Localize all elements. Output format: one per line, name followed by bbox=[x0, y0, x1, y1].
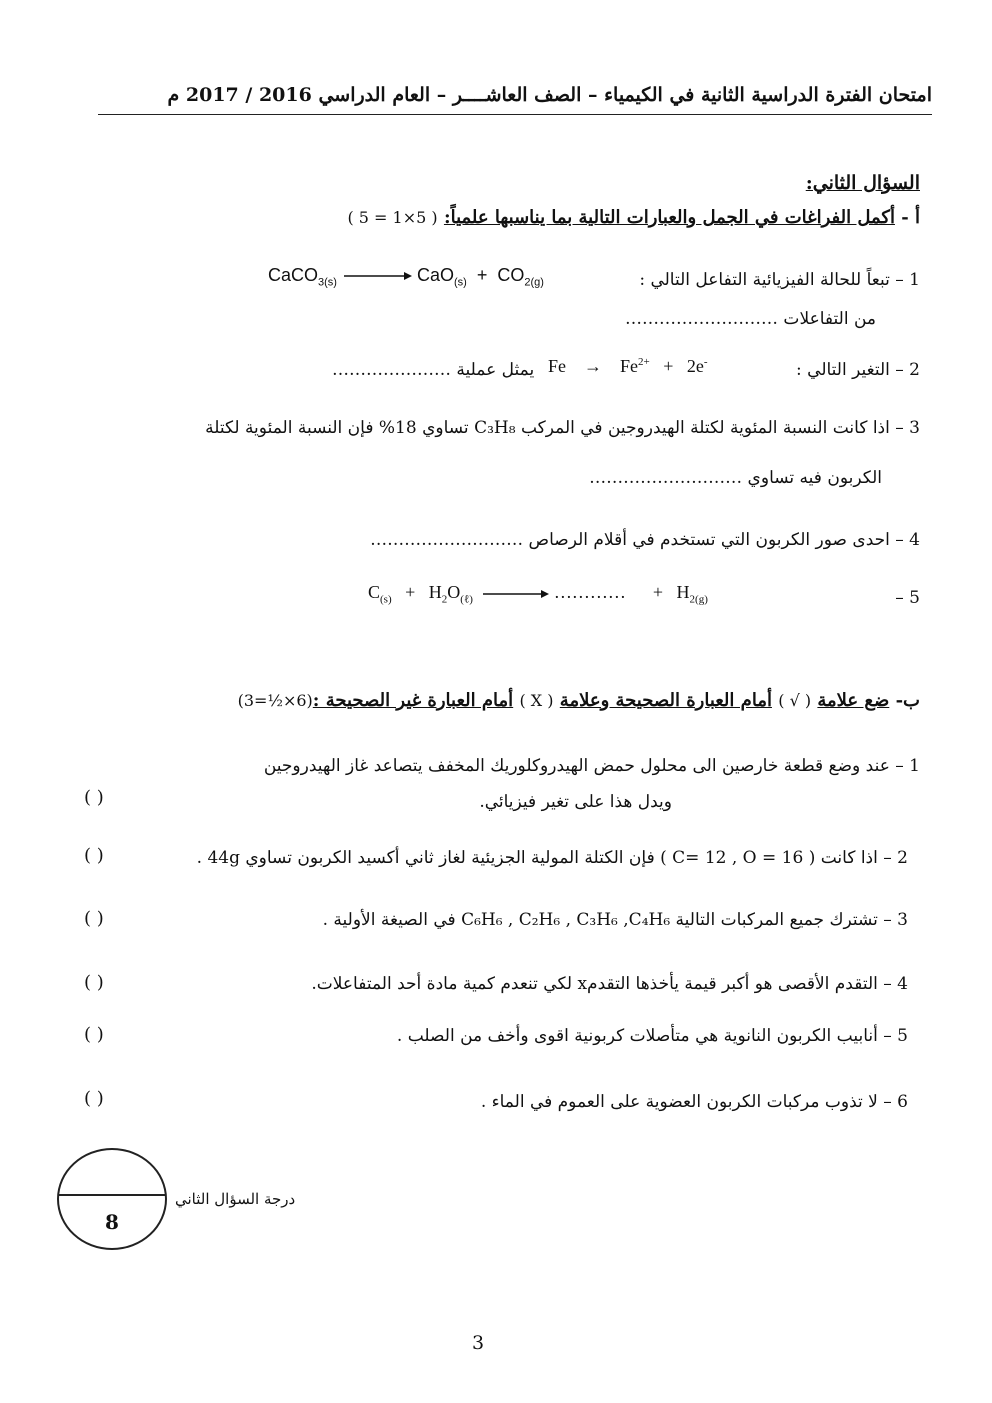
a-item-1-text bbox=[639, 270, 920, 290]
b-item-5-answer-box[interactable]: ( ) bbox=[84, 1024, 104, 1045]
a-item-2-equation bbox=[548, 356, 708, 377]
eq2-electron-charge: - bbox=[703, 356, 708, 368]
a-item-3-number: 3 – bbox=[895, 418, 920, 438]
b-item-1-line-2: ويدل هذا على تغير فيزيائي. bbox=[479, 792, 672, 812]
a-item-3-line-1 bbox=[205, 418, 920, 438]
b-item-4-statement: التقدم الأقصى هو أكبر قيمة يأخذها التقدمx لكي تنعدم كمية مادة أحد المتفاعلات. bbox=[311, 974, 878, 994]
eq2-left: Fe bbox=[548, 356, 566, 376]
b-item-6-statement: لا تذوب مركبات الكربون العضوية على العموم في الماء . bbox=[480, 1092, 878, 1112]
a-item-5-equation bbox=[368, 582, 708, 606]
eq2-arrow-icon: → bbox=[584, 356, 602, 376]
b-item-3-statement: تشترك جميع المركبات التالية C₆H₆ , C₂H₆ , C₃H₆ ,C₄H₆ في الصيغة الأولية . bbox=[322, 910, 878, 930]
section-b-marks: (6×½=3) bbox=[237, 691, 313, 710]
score-total: 8 bbox=[105, 1210, 119, 1234]
exam-header-title: امتحان الفترة الدراسية الثانية في الكيمياء – الصف العاشــــر – العام الدراسي 2016 / 2017 م bbox=[167, 84, 932, 106]
b-item-5-statement: أنابيب الكربون النانوية هي متأصلات كربونية اقوى وأخف من الصلب . bbox=[396, 1026, 878, 1046]
eq2-right: Fe bbox=[620, 356, 638, 376]
a-item-2-number: 2 – bbox=[895, 360, 920, 380]
b-item-4-number: 4 – bbox=[883, 974, 908, 994]
eq2-right-charge: 2+ bbox=[638, 356, 650, 368]
eq2-electrons: 2e bbox=[686, 356, 704, 376]
section-a-label: أ - bbox=[901, 207, 920, 228]
b-item-5-number: 5 – bbox=[883, 1026, 908, 1046]
reaction-arrow-icon bbox=[477, 588, 549, 600]
b-item-2-text bbox=[197, 848, 908, 868]
b-item-3-answer-box[interactable]: ( ) bbox=[84, 908, 104, 929]
cross-mark-symbol: ( X ) bbox=[519, 691, 554, 710]
eq-reactant-state: 3(s) bbox=[318, 276, 337, 289]
section-b-heading bbox=[238, 690, 920, 711]
b-item-3-text bbox=[323, 910, 908, 930]
section-a-heading bbox=[347, 207, 920, 228]
b-item-6-answer-box[interactable]: ( ) bbox=[84, 1088, 104, 1109]
eq5-plus-1: + bbox=[405, 582, 416, 602]
a-item-2-blank: يمثل عملية ………………… bbox=[332, 360, 535, 380]
reaction-arrow-icon bbox=[342, 270, 412, 282]
header-divider bbox=[98, 114, 932, 115]
a-item-5-number: 5 – bbox=[895, 588, 920, 608]
eq5-water-sub: 2 bbox=[441, 593, 448, 606]
eq-reactant: CaCO bbox=[268, 265, 319, 285]
score-label: درجة السؤال الثاني bbox=[175, 1190, 296, 1208]
a-item-3-line-2: الكربون فيه تساوي ……………………… bbox=[589, 468, 882, 488]
eq5-carbon: C bbox=[368, 582, 381, 602]
a-item-1-equation bbox=[268, 265, 544, 289]
a-item-1-statement: تبعاً للحالة الفيزيائية التفاعل التالي : bbox=[639, 270, 890, 290]
eq2-plus: + bbox=[663, 356, 674, 376]
question-title: السؤال الثاني: bbox=[805, 172, 920, 194]
eq5-water-h: H bbox=[428, 582, 442, 602]
eq5-water-o: O bbox=[447, 582, 461, 602]
b-item-5-text bbox=[397, 1026, 908, 1046]
a-item-1-number: 1 – bbox=[895, 270, 920, 290]
eq-product-1-state: (s) bbox=[454, 276, 467, 289]
section-a-marks: ( 5×1 = 5 ) bbox=[347, 208, 438, 227]
b-item-4-text bbox=[311, 974, 908, 994]
score-circle bbox=[57, 1148, 167, 1250]
section-b-instruction-start: ضع علامة bbox=[817, 690, 890, 711]
a-item-1-blank-line: من التفاعلات ……………………… bbox=[625, 309, 876, 329]
page-number: 3 bbox=[472, 1332, 485, 1354]
b-item-2-number: 2 – bbox=[883, 848, 908, 868]
score-divider bbox=[59, 1194, 165, 1196]
b-item-1-answer-box[interactable]: ( ) bbox=[84, 787, 104, 808]
a-item-3-statement: اذا كانت النسبة المئوية لكتلة الهيدروجين في المركب C₃H₈ تساوي 18% فإن النسبة المئوية لكتلة bbox=[205, 418, 890, 438]
b-item-6-number: 6 – bbox=[883, 1092, 908, 1112]
a-item-4-number: 4 – bbox=[895, 530, 920, 550]
b-item-3-number: 3 – bbox=[883, 910, 908, 930]
a-item-4-text bbox=[370, 530, 920, 550]
eq5-carbon-state: (s) bbox=[380, 593, 392, 606]
eq5-plus-2: + bbox=[652, 582, 664, 602]
b-item-2-answer-box[interactable]: ( ) bbox=[84, 845, 104, 866]
section-b-label: ب- bbox=[895, 690, 920, 711]
eq5-water-state: (ℓ) bbox=[460, 593, 473, 606]
a-item-4-statement: احدى صور الكربون التي تستخدم في أقلام الرصاص ……………………… bbox=[370, 530, 890, 550]
section-a-instruction: أكمل الفراغات في الجمل والعبارات التالية بما يناسبها علمياً: bbox=[443, 207, 895, 228]
a-item-2-statement: التغير التالي : bbox=[796, 360, 890, 380]
b-item-2-statement: اذا كانت ( C= 12 , O = 16 ) فإن الكتلة المولية الجزيئية لغاز ثاني أكسيد الكربون تساوي 44g . bbox=[196, 848, 878, 868]
eq-product-1: CaO bbox=[417, 265, 455, 285]
eq5-hydrogen-state: 2(g) bbox=[689, 593, 708, 606]
eq5-blank: ………… bbox=[553, 582, 626, 602]
check-mark-symbol: ( √ ) bbox=[778, 691, 812, 710]
b-item-1-number: 1 – bbox=[895, 756, 920, 776]
a-item-2-text bbox=[796, 360, 920, 380]
eq-product-2: CO bbox=[497, 265, 525, 285]
b-item-1-statement: عند وضع قطعة خارصين الى محلول حمض الهيدروكلوريك المخفف يتصاعد غاز الهيدروجين bbox=[263, 756, 890, 776]
b-item-1-line-1 bbox=[264, 756, 920, 776]
section-b-instruction-mid: أمام العبارة الصحيحة وعلامة bbox=[559, 690, 772, 711]
b-item-6-text bbox=[481, 1092, 908, 1112]
eq-plus: + bbox=[476, 265, 488, 285]
b-item-4-answer-box[interactable]: ( ) bbox=[84, 972, 104, 993]
section-b-instruction-end: أمام العبارة غير الصحيحة : bbox=[312, 690, 514, 711]
eq5-hydrogen: H bbox=[676, 582, 690, 602]
eq-product-2-state: 2(g) bbox=[524, 276, 544, 289]
